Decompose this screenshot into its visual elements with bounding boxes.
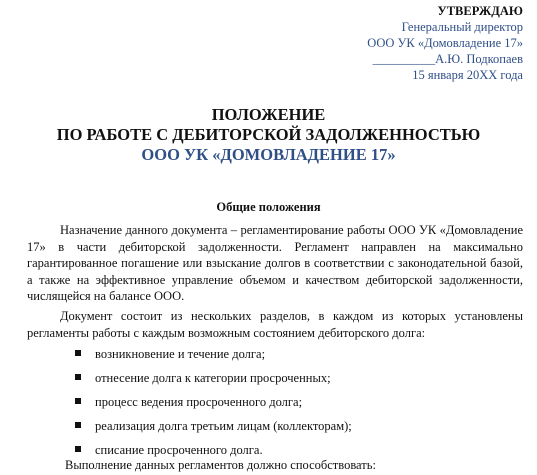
- list-item-text: реализация долга третьим лицам (коллекторам);: [95, 419, 352, 433]
- bullet-list: [75, 346, 352, 466]
- approval-date: 15 января 20ХХ года: [412, 68, 523, 82]
- paragraph-2: Документ состоит из нескольких разделов, в каждом из которых установлены регламенты работы с каждым возможным состоянием дебиторского долга:: [27, 309, 523, 340]
- list-item: [75, 418, 352, 442]
- title-line-3: ООО УК «ДОМОВЛАДЕНИЕ 17»: [141, 145, 396, 164]
- section-title: Общие положения: [216, 200, 321, 214]
- bullet-square-icon: [75, 350, 81, 356]
- list-item: [75, 370, 352, 394]
- approval-signature: __________А.Ю. Подкопаев: [372, 52, 523, 66]
- approval-company: ООО УК «Домовладение 17»: [367, 36, 523, 50]
- list-item-text: списание просроченного долга.: [95, 443, 263, 457]
- paragraph-3: Выполнение данных регламентов должно способствовать:: [65, 458, 376, 472]
- bullet-square-icon: [75, 446, 81, 452]
- paragraph-1: Назначение данного документа – регламентирование работы ООО УК «Домовладение 17» в части дебиторской задолженности. Регламент направлен на максимально гарантированное погашение или взыскание долгов в соответствии с законодательной базой, а также на эффективное управление объемом и качеством дебиторской задолженности, числящейся на балансе ООО.: [27, 223, 523, 303]
- list-item: [75, 394, 352, 418]
- list-item: [75, 346, 352, 370]
- title-line-2: ПО РАБОТЕ С ДЕБИТОРСКОЙ ЗАДОЛЖЕННОСТЬЮ: [56, 125, 481, 144]
- list-item-text: отнесение долга к категории просроченных;: [95, 371, 331, 385]
- list-item-text: возникновение и течение долга;: [95, 347, 266, 361]
- document-title: [0, 105, 537, 165]
- bullet-square-icon: [75, 422, 81, 428]
- title-line-1: ПОЛОЖЕНИЕ: [211, 105, 326, 124]
- approval-block: [367, 3, 523, 83]
- bullet-square-icon: [75, 398, 81, 404]
- list-item-text: процесс ведения просроченного долга;: [95, 395, 303, 409]
- bullet-square-icon: [75, 374, 81, 380]
- approval-heading: УТВЕРЖДАЮ: [437, 4, 523, 18]
- approval-position: Генеральный директор: [401, 20, 523, 34]
